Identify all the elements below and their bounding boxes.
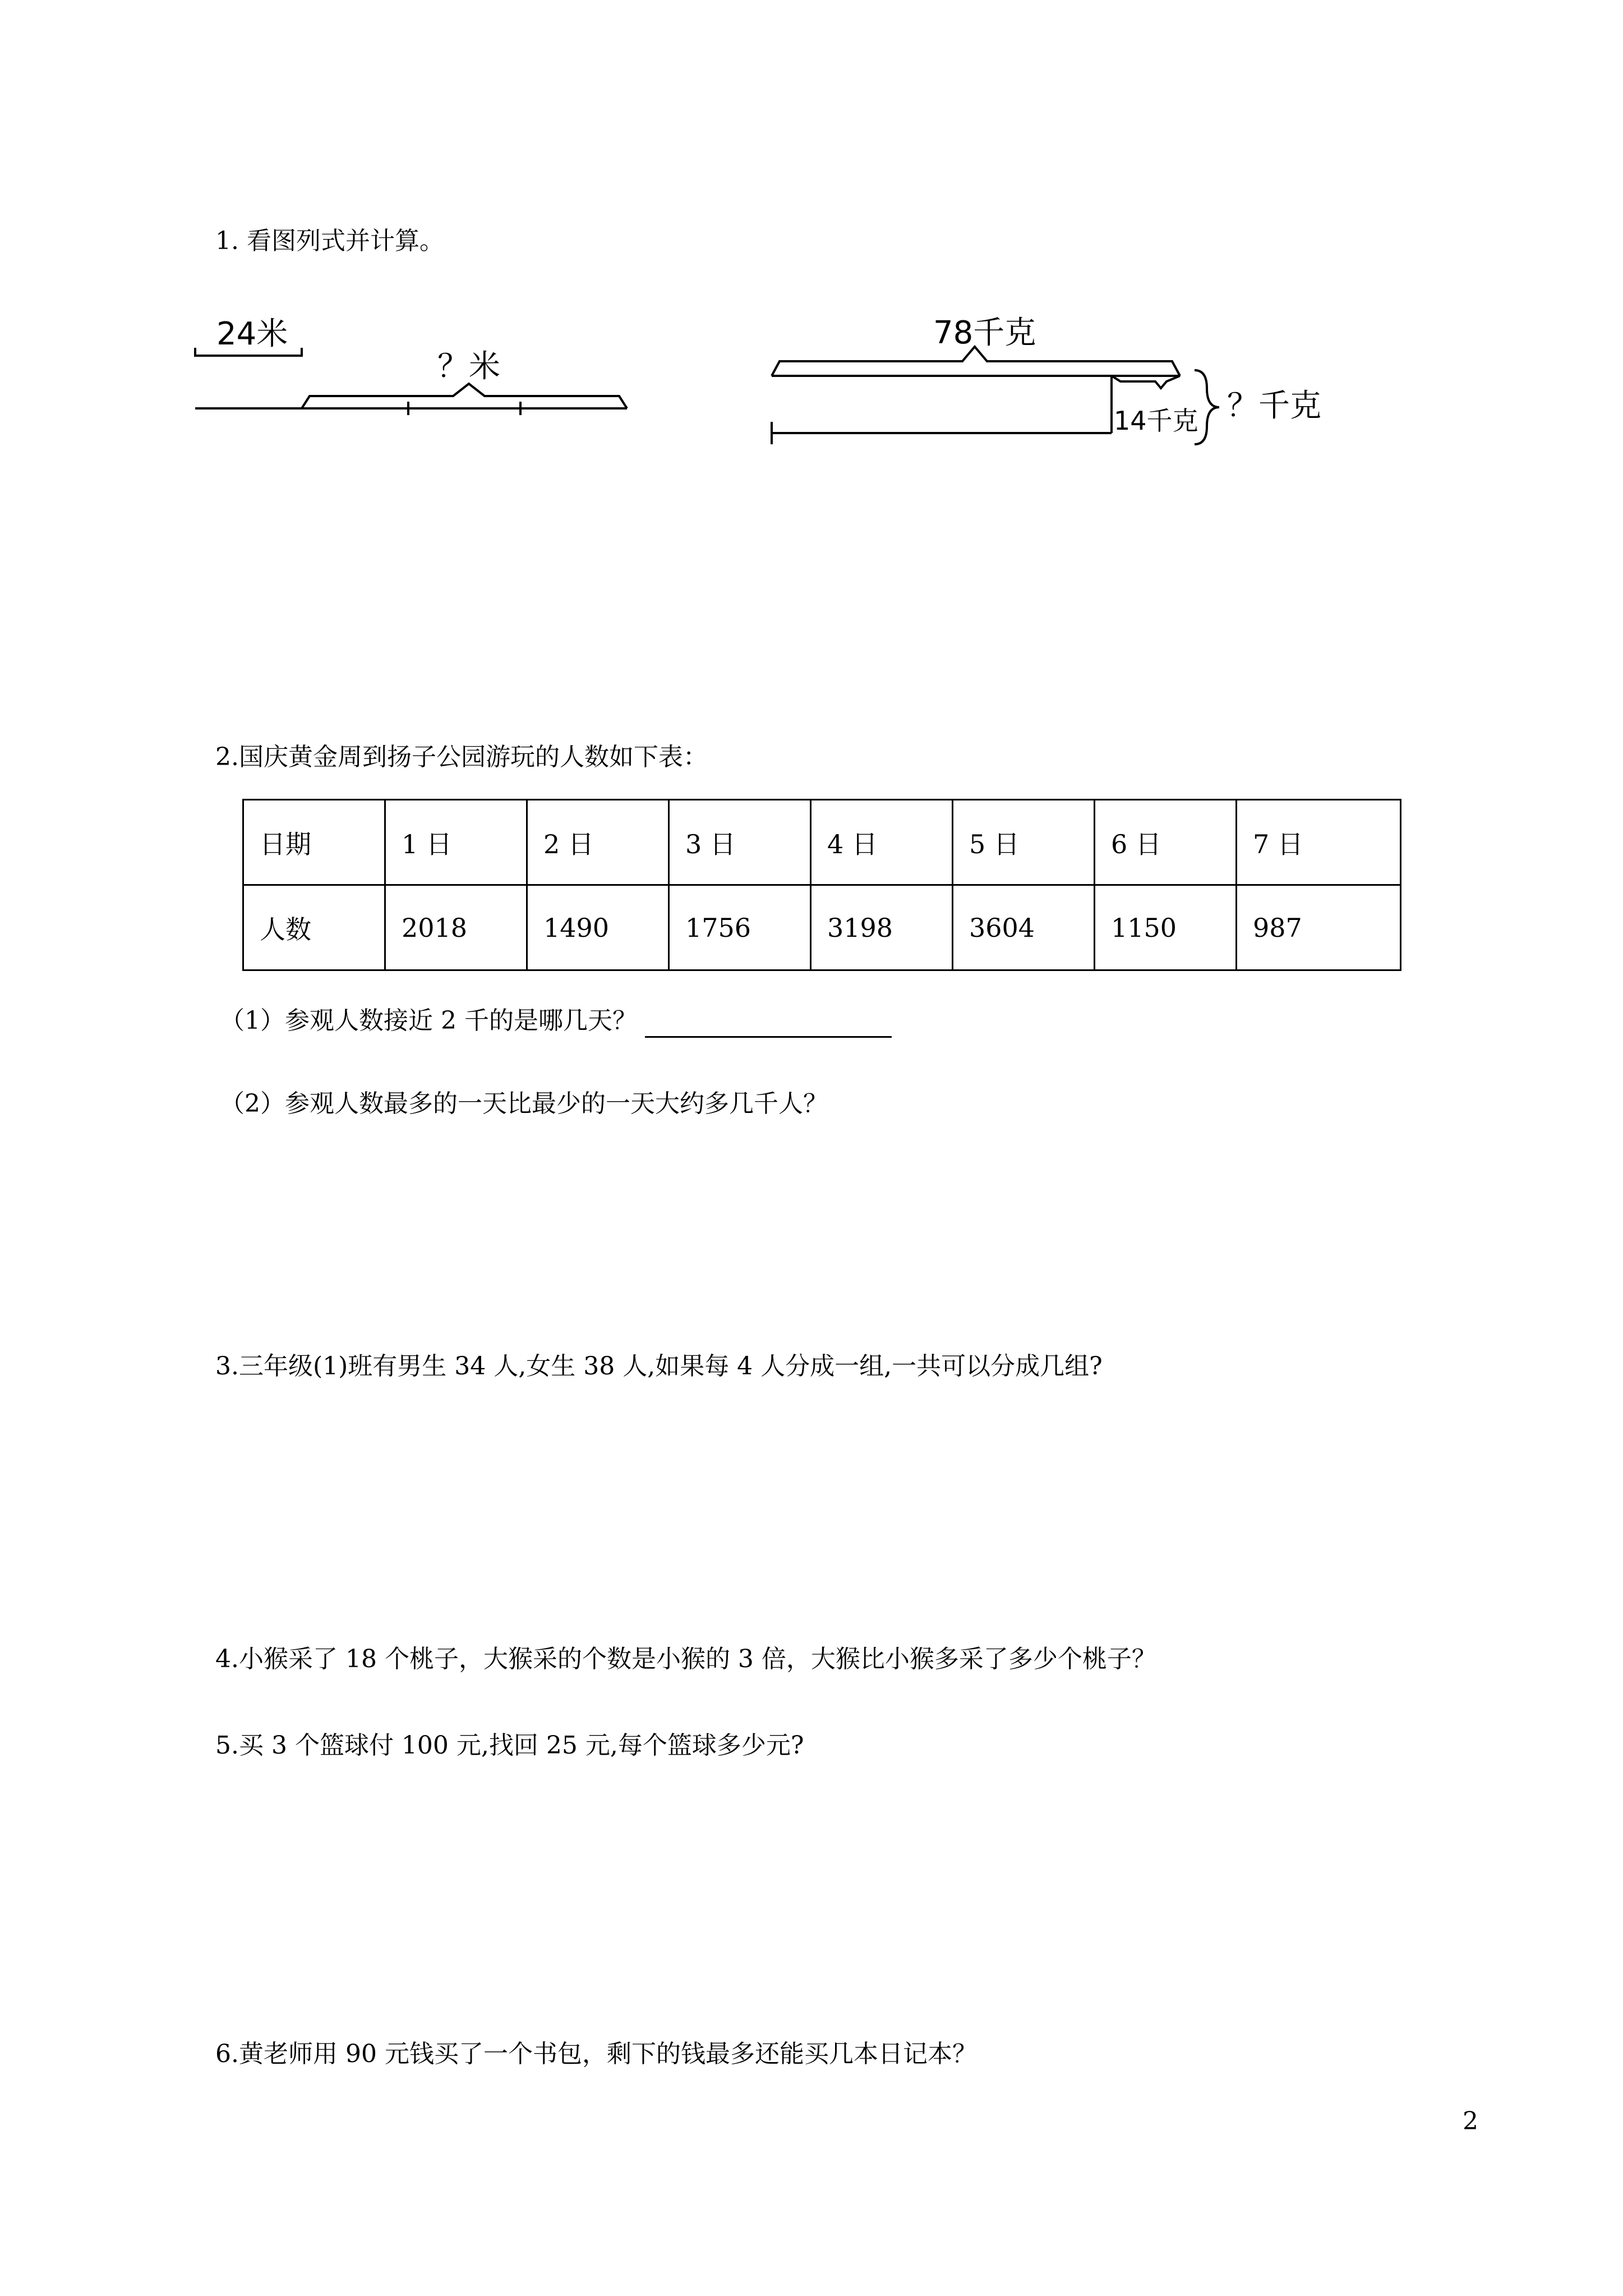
question-2-part-2: （2）参观人数最多的一天比最少的一天大约多几千人？ [220, 1089, 828, 1118]
answer-blank[interactable] [645, 1010, 892, 1038]
question-2-part-1-text: （1）参观人数接近 2 千的是哪几天？ [220, 1006, 637, 1035]
visitor-table [242, 799, 1401, 971]
page-number: 2 [1463, 2107, 1478, 2136]
total-brace [1195, 370, 1219, 444]
table-cell: 5 日 [953, 800, 1095, 885]
question-2: 2.国庆黄金周到扬子公园游玩的人数如下表： [215, 743, 708, 771]
unknown-label: ？米 [437, 348, 500, 385]
table-cell: 1490 [527, 885, 669, 970]
table-cell: 4 日 [811, 800, 953, 885]
table-cell: 1 日 [385, 800, 527, 885]
table-cell: 3198 [811, 885, 953, 970]
left-line-diagram [195, 348, 627, 415]
table-cell: 1756 [669, 885, 811, 970]
question-4: 4.小猴采了 18 个桃子，大猴采的个数是小猴的 3 倍，大猴比小猴多采了多少个桃子？ [215, 1645, 1156, 1673]
question-1-diagrams [0, 0, 1623, 505]
table-cell: 987 [1237, 885, 1401, 970]
top-label: 78千克 [933, 315, 1036, 351]
question-1: 1. 看图列式并计算。 [215, 227, 444, 255]
table-row [243, 800, 1401, 885]
diff-label: 14千克 [1114, 406, 1198, 436]
question-5: 5.买 3 个篮球付 100 元,找回 25 元,每个篮球多少元? [215, 1731, 804, 1760]
question-3: 3.三年级(1)班有男生 34 人,女生 38 人,如果每 4 人分成一组,一共可以分成几组? [215, 1352, 1103, 1381]
question-6: 6.黄老师用 90 元钱买了一个书包，剩下的钱最多还能买几本日记本？ [215, 2040, 977, 2068]
table-cell: 2 日 [527, 800, 669, 885]
total-label: ？千克 [1227, 388, 1321, 424]
table-cell: 6 日 [1095, 800, 1237, 885]
table-cell: 7 日 [1237, 800, 1401, 885]
table-cell: 日期 [243, 800, 385, 885]
table-cell: 1150 [1095, 885, 1237, 970]
question-2-part-1 [220, 1004, 892, 1038]
table-cell: 3604 [953, 885, 1095, 970]
table-row [243, 885, 1401, 970]
table-cell: 3 日 [669, 800, 811, 885]
table-cell: 人数 [243, 885, 385, 970]
table-cell: 2018 [385, 885, 527, 970]
known-label: 24米 [216, 316, 288, 352]
unknown-brace [302, 384, 627, 408]
diff-brace [1112, 376, 1180, 388]
